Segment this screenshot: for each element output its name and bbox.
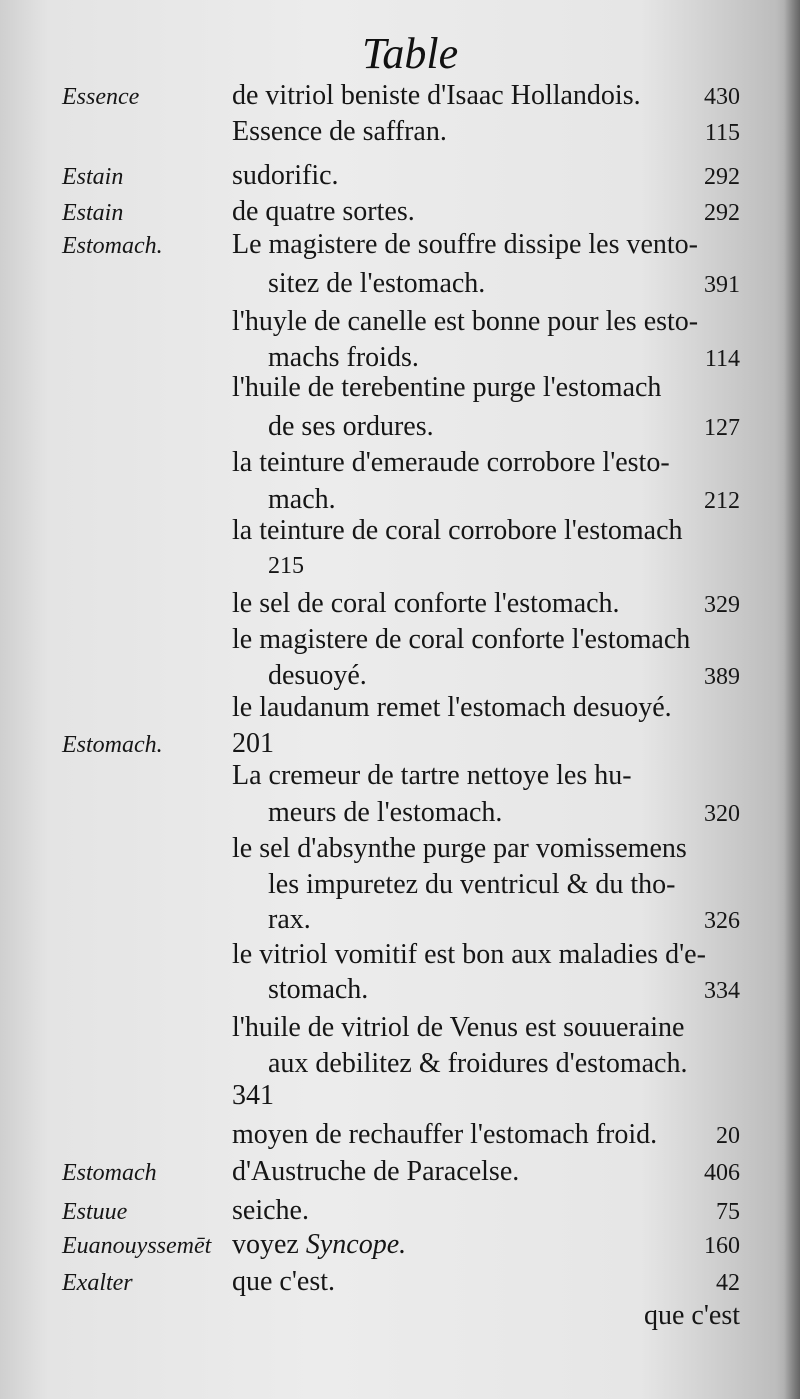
index-text (232, 760, 632, 792)
index-text (268, 869, 675, 901)
index-text (232, 160, 339, 192)
index-text-main: la teinture de coral corrobore l'estomach (232, 515, 683, 546)
page-number: 320 (704, 801, 740, 827)
index-text-main: l'huile de terebentine purge l'estomach (232, 372, 662, 403)
index-text-main: de quatre sortes. (232, 196, 415, 227)
index-text (268, 411, 434, 443)
index-text (268, 268, 485, 300)
index-text (268, 660, 367, 692)
index-text (232, 80, 641, 112)
page-number: 115 (704, 120, 740, 146)
index-text (232, 1195, 309, 1227)
index-term: Estomach. (62, 732, 163, 758)
index-text-main: voyez (232, 1229, 299, 1260)
index-text-main: rax. (268, 904, 311, 935)
page-number: 20 (716, 1123, 740, 1149)
index-term: Essence (62, 84, 140, 110)
index-text-main: machs froids. (268, 342, 419, 373)
page-number: 114 (704, 346, 740, 372)
page-title: Table (362, 29, 459, 78)
index-text (268, 797, 502, 829)
index-text (232, 1156, 519, 1188)
index-text (232, 1012, 684, 1044)
index-text-main: desuoyé. (268, 660, 367, 691)
index-text-main: le laudanum remet l'estomach desuoyé. (232, 692, 672, 723)
index-text (232, 1119, 657, 1151)
index-text-main: stomach. (268, 974, 369, 1005)
index-text (268, 1048, 687, 1080)
index-text-main: aux debilitez & froidures d'estomach. (268, 1048, 688, 1079)
page-number: 391 (704, 272, 740, 298)
index-text-main: Essence de saffran. (232, 116, 447, 147)
page-number: 334 (704, 978, 740, 1004)
index-term: Estain (62, 200, 124, 226)
index-text-main: 341 (232, 1080, 274, 1111)
catchword: que c'est (643, 1300, 740, 1331)
index-term: Estomach (62, 1160, 157, 1186)
page-number: 75 (716, 1199, 740, 1225)
index-text-main: les impuretez du ventricul & du tho- (268, 869, 676, 900)
index-text (232, 1266, 335, 1298)
index-text-main: l'huile de vitriol de Venus est souueraine (232, 1012, 685, 1043)
index-term: Estain (62, 164, 124, 190)
index-text-main: le sel d'absynthe purge par vomissemens (232, 833, 687, 864)
page-number: 212 (704, 488, 740, 514)
page-number: 406 (704, 1160, 740, 1186)
index-text-main: meurs de l'estomach. (268, 797, 503, 828)
index-text-main: d'Austruche de Paracelse. (232, 1156, 520, 1187)
index-text (232, 588, 620, 620)
index-text (232, 939, 706, 971)
index-text-main: que c'est. (232, 1266, 336, 1297)
index-text-main: 201 (232, 728, 274, 759)
index-text (268, 904, 311, 936)
index-text (232, 447, 670, 479)
index-term: Estuue (62, 1199, 128, 1225)
index-term: Euanouyssemēt (62, 1233, 212, 1259)
index-text (232, 196, 415, 228)
index-text (232, 624, 690, 656)
index-term: Estomach. (62, 233, 163, 259)
index-text (232, 728, 274, 760)
index-text-italic: Syncope. (305, 1229, 407, 1260)
index-text (268, 974, 368, 1006)
page-number: 292 (704, 200, 740, 226)
index-text (232, 306, 698, 338)
index-text-main: moyen de rechauffer l'estomach froid. (232, 1119, 658, 1150)
index-text (232, 833, 687, 865)
index-text-main: la teinture d'emeraude corrobore l'esto- (232, 447, 670, 478)
index-text-main: La cremeur de tartre nettoye les hu- (232, 760, 632, 791)
page-number: 329 (704, 592, 740, 618)
index-text-main: sudorific. (232, 160, 339, 191)
index-text-main: de ses ordures. (268, 411, 434, 442)
index-text-main: Le magistere de souffre dissipe les vento- (232, 229, 699, 260)
index-text-main: seiche. (232, 1195, 309, 1226)
index-text-main: le vitriol vomitif est bon aux maladies d'e- (232, 939, 706, 970)
page-edge-shadow (784, 0, 800, 1399)
page-number: 430 (704, 84, 740, 110)
index-text (232, 1080, 274, 1112)
page-number: 292 (704, 164, 740, 190)
index-text (232, 116, 447, 148)
page-number: 389 (704, 664, 740, 690)
index-text (232, 372, 661, 404)
page-number: 42 (716, 1270, 740, 1296)
page-number: 326 (704, 908, 740, 934)
index-text-main: sitez de l'estomach. (268, 268, 486, 299)
index-text (232, 692, 672, 724)
page-number: 160 (704, 1233, 740, 1259)
page-number: 127 (704, 415, 740, 441)
index-text-main: l'huyle de canelle est bonne pour les esto- (232, 306, 699, 337)
index-text-main: de vitriol beniste d'Isaac Hollandois. (232, 80, 641, 111)
index-text (268, 342, 419, 374)
index-text-main: le magistere de coral conforte l'estomach (232, 624, 691, 655)
index-text-main: mach. (268, 484, 336, 515)
index-text (232, 515, 683, 547)
index-text (268, 484, 336, 516)
index-text (232, 229, 698, 261)
index-term: Exalter (62, 1270, 133, 1296)
index-text-main: le sel de coral conforte l'estomach. (232, 588, 620, 619)
index-text (232, 1229, 406, 1261)
page-number: 215 (268, 553, 304, 579)
